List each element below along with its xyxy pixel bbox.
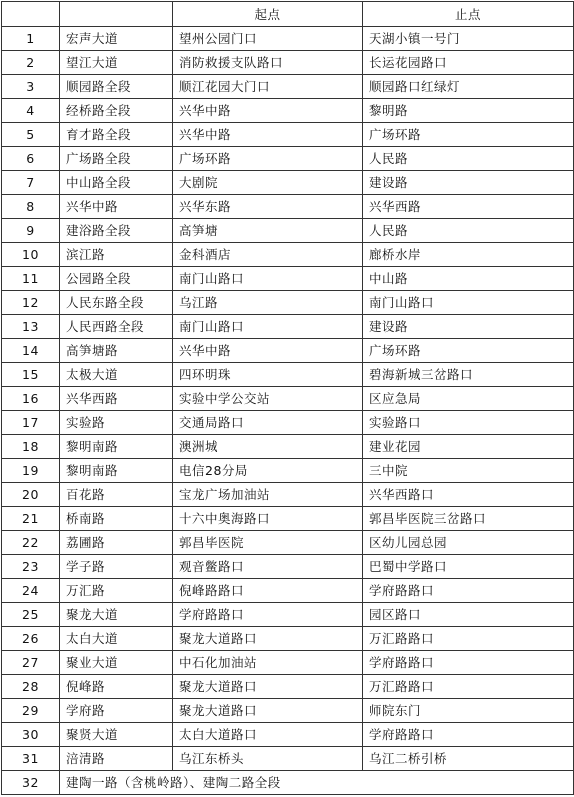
table-body <box>2 27 574 771</box>
start-point-cell: 聚龙大道路口 <box>173 675 363 699</box>
end-point-cell: 学府路路口 <box>363 579 574 603</box>
start-point-cell: 聚龙大道路口 <box>173 699 363 723</box>
row-number: 6 <box>2 147 60 171</box>
end-point-cell: 兴华西路口 <box>363 483 574 507</box>
end-point-cell: 碧海新城三岔路口 <box>363 363 574 387</box>
row-number: 19 <box>2 459 60 483</box>
row-number: 13 <box>2 315 60 339</box>
start-point-cell: 聚龙大道路口 <box>173 627 363 651</box>
table-row <box>2 219 574 243</box>
row-number: 14 <box>2 339 60 363</box>
start-point-cell: 澳洲城 <box>173 435 363 459</box>
end-point-cell: 乌江二桥引桥 <box>363 747 574 771</box>
start-point-cell: 交通局路口 <box>173 411 363 435</box>
road-name-cell: 育才路全段 <box>60 123 173 147</box>
end-point-cell: 广场环路 <box>363 123 574 147</box>
table-row <box>2 651 574 675</box>
end-point-cell: 黎明路 <box>363 99 574 123</box>
table-row <box>2 723 574 747</box>
start-point-cell: 太白大道路口 <box>173 723 363 747</box>
road-name-cell: 兴华西路 <box>60 387 173 411</box>
merged-road-cell: 建陶一路（含桃岭路）、建陶二路全段 <box>60 771 574 795</box>
road-name-cell: 黎明南路 <box>60 435 173 459</box>
row-number: 8 <box>2 195 60 219</box>
table-row <box>2 411 574 435</box>
table-row <box>2 747 574 771</box>
table-row <box>2 147 574 171</box>
table-row <box>2 531 574 555</box>
row-number: 26 <box>2 627 60 651</box>
table-row <box>2 579 574 603</box>
start-point-cell: 顺江花园大门口 <box>173 75 363 99</box>
header-no <box>2 2 60 27</box>
start-point-cell: 宝龙广场加油站 <box>173 483 363 507</box>
road-name-cell: 望江大道 <box>60 51 173 75</box>
table-row <box>2 627 574 651</box>
end-point-cell: 园区路口 <box>363 603 574 627</box>
row-number: 12 <box>2 291 60 315</box>
road-name-cell: 实验路 <box>60 411 173 435</box>
start-point-cell: 兴华东路 <box>173 195 363 219</box>
table-row <box>2 603 574 627</box>
end-point-cell: 天湖小镇一号门 <box>363 27 574 51</box>
table-row <box>2 435 574 459</box>
row-number: 4 <box>2 99 60 123</box>
table-row <box>2 387 574 411</box>
table-row <box>2 675 574 699</box>
road-name-cell: 顺园路全段 <box>60 75 173 99</box>
table-row <box>2 363 574 387</box>
table-row <box>2 27 574 51</box>
end-point-cell: 长运花园路口 <box>363 51 574 75</box>
end-point-cell: 人民路 <box>363 219 574 243</box>
start-point-cell: 大剧院 <box>173 171 363 195</box>
start-point-cell: 高笋塘 <box>173 219 363 243</box>
start-point-cell: 乌江东桥头 <box>173 747 363 771</box>
row-number: 25 <box>2 603 60 627</box>
end-point-cell: 南门山路口 <box>363 291 574 315</box>
row-number: 18 <box>2 435 60 459</box>
end-point-cell: 区应急局 <box>363 387 574 411</box>
road-name-cell: 学子路 <box>60 555 173 579</box>
row-number: 22 <box>2 531 60 555</box>
start-point-cell: 四环明珠 <box>173 363 363 387</box>
end-point-cell: 三中院 <box>363 459 574 483</box>
table-row <box>2 99 574 123</box>
start-point-cell: 乌江路 <box>173 291 363 315</box>
start-point-cell: 实验中学公交站 <box>173 387 363 411</box>
end-point-cell: 实验路口 <box>363 411 574 435</box>
road-name-cell: 广场路全段 <box>60 147 173 171</box>
start-point-cell: 望州公园门口 <box>173 27 363 51</box>
road-name-cell: 涪清路 <box>60 747 173 771</box>
row-number: 31 <box>2 747 60 771</box>
road-name-cell: 聚业大道 <box>60 651 173 675</box>
end-point-cell: 万汇路路口 <box>363 675 574 699</box>
table-row <box>2 483 574 507</box>
table-row <box>2 51 574 75</box>
row-number: 7 <box>2 171 60 195</box>
end-point-cell: 建业花园 <box>363 435 574 459</box>
end-point-cell: 区幼儿园总园 <box>363 531 574 555</box>
table-row <box>2 699 574 723</box>
road-name-cell: 经桥路全段 <box>60 99 173 123</box>
road-name-cell: 人民西路全段 <box>60 315 173 339</box>
road-name-cell: 太极大道 <box>60 363 173 387</box>
start-point-cell: 十六中奥海路口 <box>173 507 363 531</box>
header-start: 起点 <box>173 2 363 27</box>
road-name-cell: 桥南路 <box>60 507 173 531</box>
start-point-cell: 南门山路口 <box>173 267 363 291</box>
row-number: 21 <box>2 507 60 531</box>
row-number: 27 <box>2 651 60 675</box>
row-number: 29 <box>2 699 60 723</box>
row-number: 15 <box>2 363 60 387</box>
end-point-cell: 建设路 <box>363 315 574 339</box>
row-number: 30 <box>2 723 60 747</box>
table-row <box>2 315 574 339</box>
header-road <box>60 2 173 27</box>
end-point-cell: 学府路路口 <box>363 651 574 675</box>
road-name-cell: 聚贤大道 <box>60 723 173 747</box>
road-name-cell: 宏声大道 <box>60 27 173 51</box>
road-name-cell: 高笋塘路 <box>60 339 173 363</box>
end-point-cell: 郭昌毕医院三岔路口 <box>363 507 574 531</box>
table-row <box>2 243 574 267</box>
end-point-cell: 中山路 <box>363 267 574 291</box>
road-name-cell: 兴华中路 <box>60 195 173 219</box>
start-point-cell: 倪峰路路口 <box>173 579 363 603</box>
end-point-cell: 广场环路 <box>363 339 574 363</box>
table-row <box>2 75 574 99</box>
table-row <box>2 291 574 315</box>
end-point-cell: 建设路 <box>363 171 574 195</box>
road-name-cell: 学府路 <box>60 699 173 723</box>
end-point-cell: 学府路路口 <box>363 723 574 747</box>
table-row <box>2 339 574 363</box>
row-number: 16 <box>2 387 60 411</box>
table-row <box>2 195 574 219</box>
start-point-cell: 电信28分局 <box>173 459 363 483</box>
road-name-cell: 人民东路全段 <box>60 291 173 315</box>
start-point-cell: 观音鳖路口 <box>173 555 363 579</box>
road-name-cell: 滨江路 <box>60 243 173 267</box>
row-number: 17 <box>2 411 60 435</box>
road-name-cell: 万汇路 <box>60 579 173 603</box>
start-point-cell: 学府路路口 <box>173 603 363 627</box>
end-point-cell: 兴华西路 <box>363 195 574 219</box>
row-number: 5 <box>2 123 60 147</box>
road-table <box>1 1 574 795</box>
start-point-cell: 郭昌毕医院 <box>173 531 363 555</box>
end-point-cell: 万汇路路口 <box>363 627 574 651</box>
row-number: 3 <box>2 75 60 99</box>
table-row <box>2 267 574 291</box>
table-row-last <box>2 771 574 795</box>
start-point-cell: 广场环路 <box>173 147 363 171</box>
start-point-cell: 兴华中路 <box>173 99 363 123</box>
row-number: 32 <box>2 771 60 795</box>
table-row <box>2 459 574 483</box>
start-point-cell: 金科酒店 <box>173 243 363 267</box>
row-number: 10 <box>2 243 60 267</box>
table-row <box>2 555 574 579</box>
road-name-cell: 太白大道 <box>60 627 173 651</box>
end-point-cell: 顺园路口红绿灯 <box>363 75 574 99</box>
road-table-wrapper <box>1 1 574 795</box>
row-number: 20 <box>2 483 60 507</box>
row-number: 9 <box>2 219 60 243</box>
row-number: 1 <box>2 27 60 51</box>
start-point-cell: 兴华中路 <box>173 123 363 147</box>
start-point-cell: 消防救援支队路口 <box>173 51 363 75</box>
end-point-cell: 师院东门 <box>363 699 574 723</box>
road-name-cell: 黎明南路 <box>60 459 173 483</box>
road-name-cell: 百花路 <box>60 483 173 507</box>
start-point-cell: 南门山路口 <box>173 315 363 339</box>
road-name-cell: 中山路全段 <box>60 171 173 195</box>
table-header-row <box>2 2 574 27</box>
row-number: 11 <box>2 267 60 291</box>
row-number: 2 <box>2 51 60 75</box>
road-name-cell: 公园路全段 <box>60 267 173 291</box>
road-name-cell: 建浴路全段 <box>60 219 173 243</box>
row-number: 23 <box>2 555 60 579</box>
end-point-cell: 廊桥水岸 <box>363 243 574 267</box>
table-row <box>2 123 574 147</box>
road-name-cell: 荔圃路 <box>60 531 173 555</box>
start-point-cell: 中石化加油站 <box>173 651 363 675</box>
table-row <box>2 507 574 531</box>
end-point-cell: 巴蜀中学路口 <box>363 555 574 579</box>
end-point-cell: 人民路 <box>363 147 574 171</box>
row-number: 28 <box>2 675 60 699</box>
row-number: 24 <box>2 579 60 603</box>
header-end: 止点 <box>363 2 574 27</box>
table-row <box>2 171 574 195</box>
road-name-cell: 倪峰路 <box>60 675 173 699</box>
start-point-cell: 兴华中路 <box>173 339 363 363</box>
road-name-cell: 聚龙大道 <box>60 603 173 627</box>
